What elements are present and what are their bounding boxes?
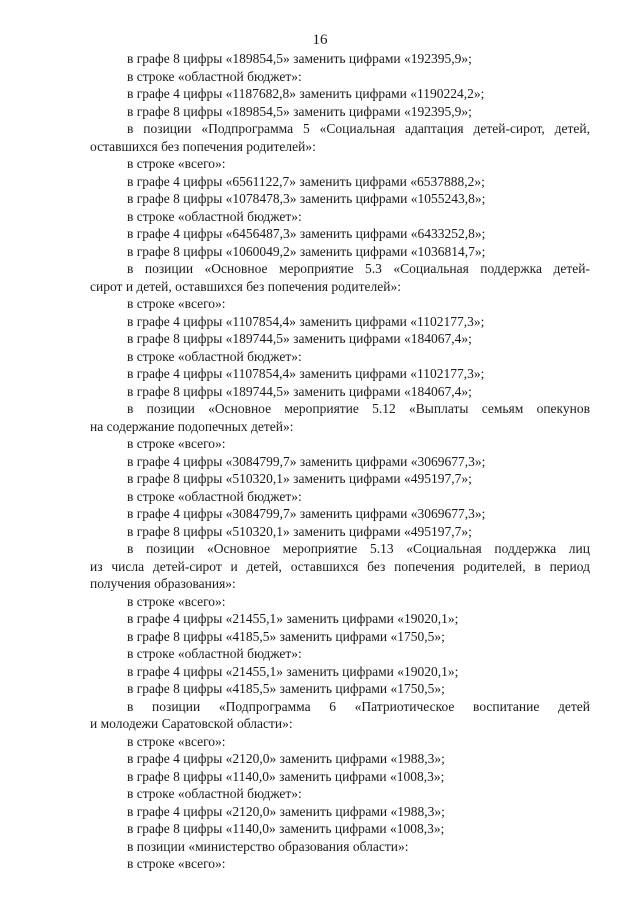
- text-line: в строке «всего»:: [127, 733, 226, 749]
- text-line: в позиции «Основное мероприятие 5.13 «Социальная поддержка лиц: [127, 541, 590, 556]
- text-line: из числа детей-сирот и детей, оставшихся без попечения родителей, в период: [90, 558, 590, 574]
- text-line: в графе 8 цифры «510320,1» заменить цифрами «495197,7»;: [127, 523, 472, 539]
- text-line: в строке «всего»:: [127, 856, 226, 871]
- text-line: в графе 4 цифры «21455,1» заменить цифрами «19020,1»;: [127, 611, 459, 626]
- text-line: в строке «областной бюджет»:: [127, 348, 302, 364]
- text-line: оставшихся без попечения родителей»:: [90, 138, 316, 154]
- text-line: и молодежи Саратовской области»:: [90, 716, 293, 731]
- text-line: в позиции «Основное мероприятие 5.3 «Социальная поддержка детей-: [127, 261, 590, 276]
- text-line: в позиции «министерство образования области»:: [127, 838, 409, 854]
- text-line: в графе 8 цифры «1060049,2» заменить цифрами «1036814,7»;: [127, 243, 486, 259]
- text-line: в графе 4 цифры «1107854,4» заменить цифрами «1102177,3»;: [127, 366, 485, 381]
- text-line: в графе 8 цифры «189854,5» заменить цифрами «192395,9»;: [127, 51, 472, 66]
- text-line: в графе 8 цифры «4185,5» заменить цифрами «1750,5»;: [127, 681, 445, 696]
- text-line: в графе 4 цифры «6456487,3» заменить цифрами «6433252,8»;: [127, 226, 486, 241]
- text-line: получения образования»:: [90, 576, 236, 591]
- text-line: в графе 8 цифры «189854,5» заменить цифрами «192395,9»;: [127, 103, 472, 119]
- text-line: в графе 4 цифры «3084799,7» заменить цифрами «3069677,3»;: [127, 453, 486, 469]
- text-line: сирот и детей, оставшихся без попечения родителей»:: [90, 278, 401, 294]
- text-line: в графе 8 цифры «1078478,3» заменить цифрами «1055243,8»;: [127, 191, 486, 206]
- text-line: в графе 8 цифры «1140,0» заменить цифрами «1008,3»;: [127, 768, 445, 784]
- document-body: [90, 50, 590, 873]
- text-line: в графе 4 цифры «6561122,7» заменить цифрами «6537888,2»;: [127, 173, 485, 189]
- text-line: в графе 4 цифры «1187682,8» заменить цифрами «1190224,2»;: [127, 86, 485, 101]
- text-line: в позиции «Основное мероприятие 5.12 «Выплаты семьям опекунов: [127, 401, 590, 416]
- text-line: в строке «всего»:: [127, 156, 226, 171]
- text-line: в строке «всего»:: [127, 436, 226, 451]
- text-line: в графе 8 цифры «189744,5» заменить цифрами «184067,4»;: [127, 331, 472, 346]
- text-line: в графе 4 цифры «2120,0» заменить цифрами «1988,3»;: [127, 803, 445, 819]
- text-line: в графе 8 цифры «4185,5» заменить цифрами «1750,5»;: [127, 628, 445, 644]
- text-line: в строке «областной бюджет»:: [127, 68, 302, 84]
- text-line: в графе 8 цифры «1140,0» заменить цифрами «1008,3»;: [127, 821, 445, 836]
- text-line: в строке «областной бюджет»:: [127, 208, 302, 224]
- text-line: в позиции «Подпрограмма 6 «Патриотическое воспитание детей: [127, 698, 590, 714]
- text-line: на содержание подопечных детей»:: [90, 418, 294, 434]
- text-line: в строке «всего»:: [127, 296, 226, 311]
- page-number: 16: [312, 32, 328, 48]
- text-line: в графе 4 цифры «2120,0» заменить цифрами «1988,3»;: [127, 751, 445, 766]
- text-line: в графе 8 цифры «189744,5» заменить цифрами «184067,4»;: [127, 383, 472, 399]
- text-line: в графе 4 цифры «21455,1» заменить цифрами «19020,1»;: [127, 663, 459, 679]
- text-line: в графе 8 цифры «510320,1» заменить цифрами «495197,7»;: [127, 471, 472, 486]
- text-line: в строке «областной бюджет»:: [127, 646, 302, 661]
- text-line: в графе 4 цифры «1107854,4» заменить цифрами «1102177,3»;: [127, 313, 485, 329]
- text-line: в позиции «Подпрограмма 5 «Социальная адаптация детей-сирот, детей,: [127, 121, 590, 136]
- text-line: в строке «всего»:: [127, 593, 226, 609]
- text-line: в графе 4 цифры «3084799,7» заменить цифрами «3069677,3»;: [127, 506, 486, 521]
- text-line: в строке «областной бюджет»:: [127, 488, 302, 504]
- text-line: в строке «областной бюджет»:: [127, 786, 302, 801]
